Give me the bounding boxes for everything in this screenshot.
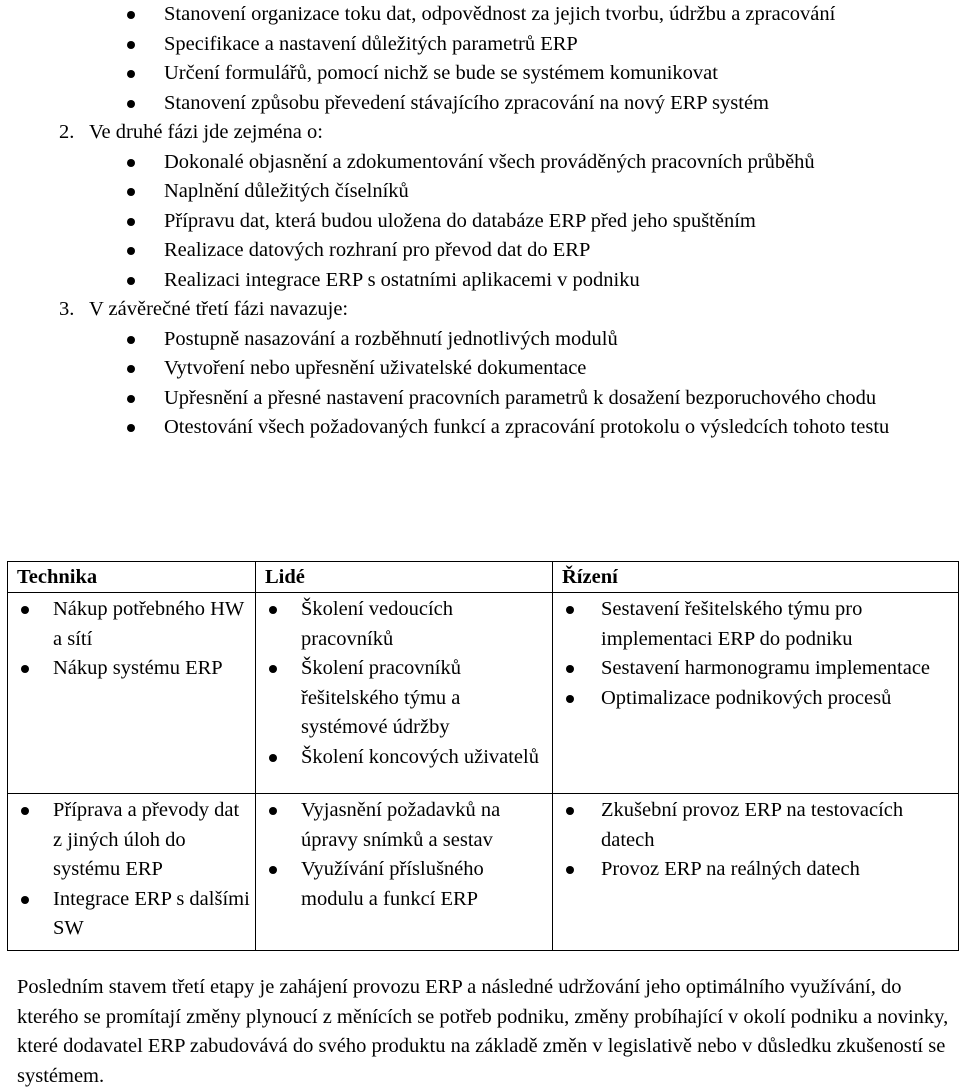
list-item: Optimalizace podnikových procesů [553, 684, 958, 714]
list-item: Vyjasnění požadavků na úpravy snímků a sestav [256, 796, 552, 855]
list-item: Realizace datových rozhraní pro převod dat do ERP [0, 236, 960, 266]
phase2-heading-text: Ve druhé fázi jde zejména o: [89, 121, 323, 143]
list-item: Sestavení harmonogramu implementace [553, 654, 958, 684]
phase3-list [0, 325, 960, 443]
list-item: Školení vedoucích pracovníků [256, 595, 552, 654]
list-item: Určení formulářů, pomocí nichž se bude se systémem komunikovat [0, 59, 960, 89]
list-item: Postupně nasazování a rozběhnutí jednotlivých modulů [0, 325, 960, 355]
phase2-list [0, 148, 960, 296]
phase3-heading-text: V závěrečné třetí fázi navazuje: [89, 298, 349, 320]
list-item: Realizaci integrace ERP s ostatními aplikacemi v podniku [0, 266, 960, 296]
list-item: Využívání příslušného modulu a funkcí ERP [256, 855, 552, 914]
header-lide: Lidé [256, 562, 553, 593]
list-item: Otestování všech požadovaných funkcí a zpracování protokolu o výsledcích tohoto testu [0, 413, 960, 443]
list-item: Sestavení řešitelského týmu pro implementaci ERP do podniku [553, 595, 958, 654]
list-item: Školení pracovníků řešitelského týmu a systémové údržby [256, 654, 552, 743]
implementation-table [7, 561, 959, 951]
list-item: Stanovení organizace toku dat, odpovědnost za jejich tvorbu, údržbu a zpracování [0, 0, 960, 30]
table-header-row [8, 562, 959, 593]
list-item: Zkušební provoz ERP na testovacích datech [553, 796, 958, 855]
list-item: Specifikace a nastavení důležitých parametrů ERP [0, 30, 960, 60]
closing-paragraph: Posledním stavem třetí etapy je zahájení provozu ERP a následné udržování jeho optimálního využívání, do kterého se promítají změny plynoucí z měnících se potřeb podniku, změny probíhající v okolí podniku a novinky, které dodavatel ERP zabudovává do svého produktu na základě změn v legislativě nebo v důsledku zkušeností se systémem. [17, 976, 949, 1087]
cell-lide [256, 593, 553, 794]
table-row [8, 593, 959, 794]
list-item: Provoz ERP na reálných datech [553, 855, 958, 885]
cell-technika [8, 794, 256, 951]
list-item: Příprava a převody dat z jiných úloh do systému ERP [8, 796, 255, 885]
list-item: Upřesnění a přesné nastavení pracovních parametrů k dosažení bezporuchového chodu [0, 384, 960, 414]
document-page [0, 0, 960, 443]
cell-technika [8, 593, 256, 794]
list-item: Nákup potřebného HW a sítí [8, 595, 255, 654]
phase3-number: 3. [59, 298, 75, 320]
list-item: Přípravu dat, která budou uložena do databáze ERP před jeho spuštěním [0, 207, 960, 237]
cell-rizeni [553, 593, 959, 794]
phase3-heading [0, 295, 960, 325]
list-item: Stanovení způsobu převedení stávajícího zpracování na nový ERP systém [0, 89, 960, 119]
table-row [8, 794, 959, 951]
list-item: Školení koncových uživatelů [256, 743, 552, 773]
header-rizeni: Řízení [553, 562, 959, 593]
list-item: Vytvoření nebo upřesnění uživatelské dokumentace [0, 354, 960, 384]
cell-lide [256, 794, 553, 951]
list-item: Dokonalé objasnění a zdokumentování všech prováděných pracovních průběhů [0, 148, 960, 178]
list-item: Naplnění důležitých číselníků [0, 177, 960, 207]
cell-rizeni [553, 794, 959, 951]
list-item: Nákup systému ERP [8, 654, 255, 684]
header-technika: Technika [8, 562, 256, 593]
phase2-heading [0, 118, 960, 148]
phase1-list [0, 0, 960, 118]
list-item: Integrace ERP s dalšími SW [8, 885, 255, 944]
phase2-number: 2. [59, 121, 75, 143]
